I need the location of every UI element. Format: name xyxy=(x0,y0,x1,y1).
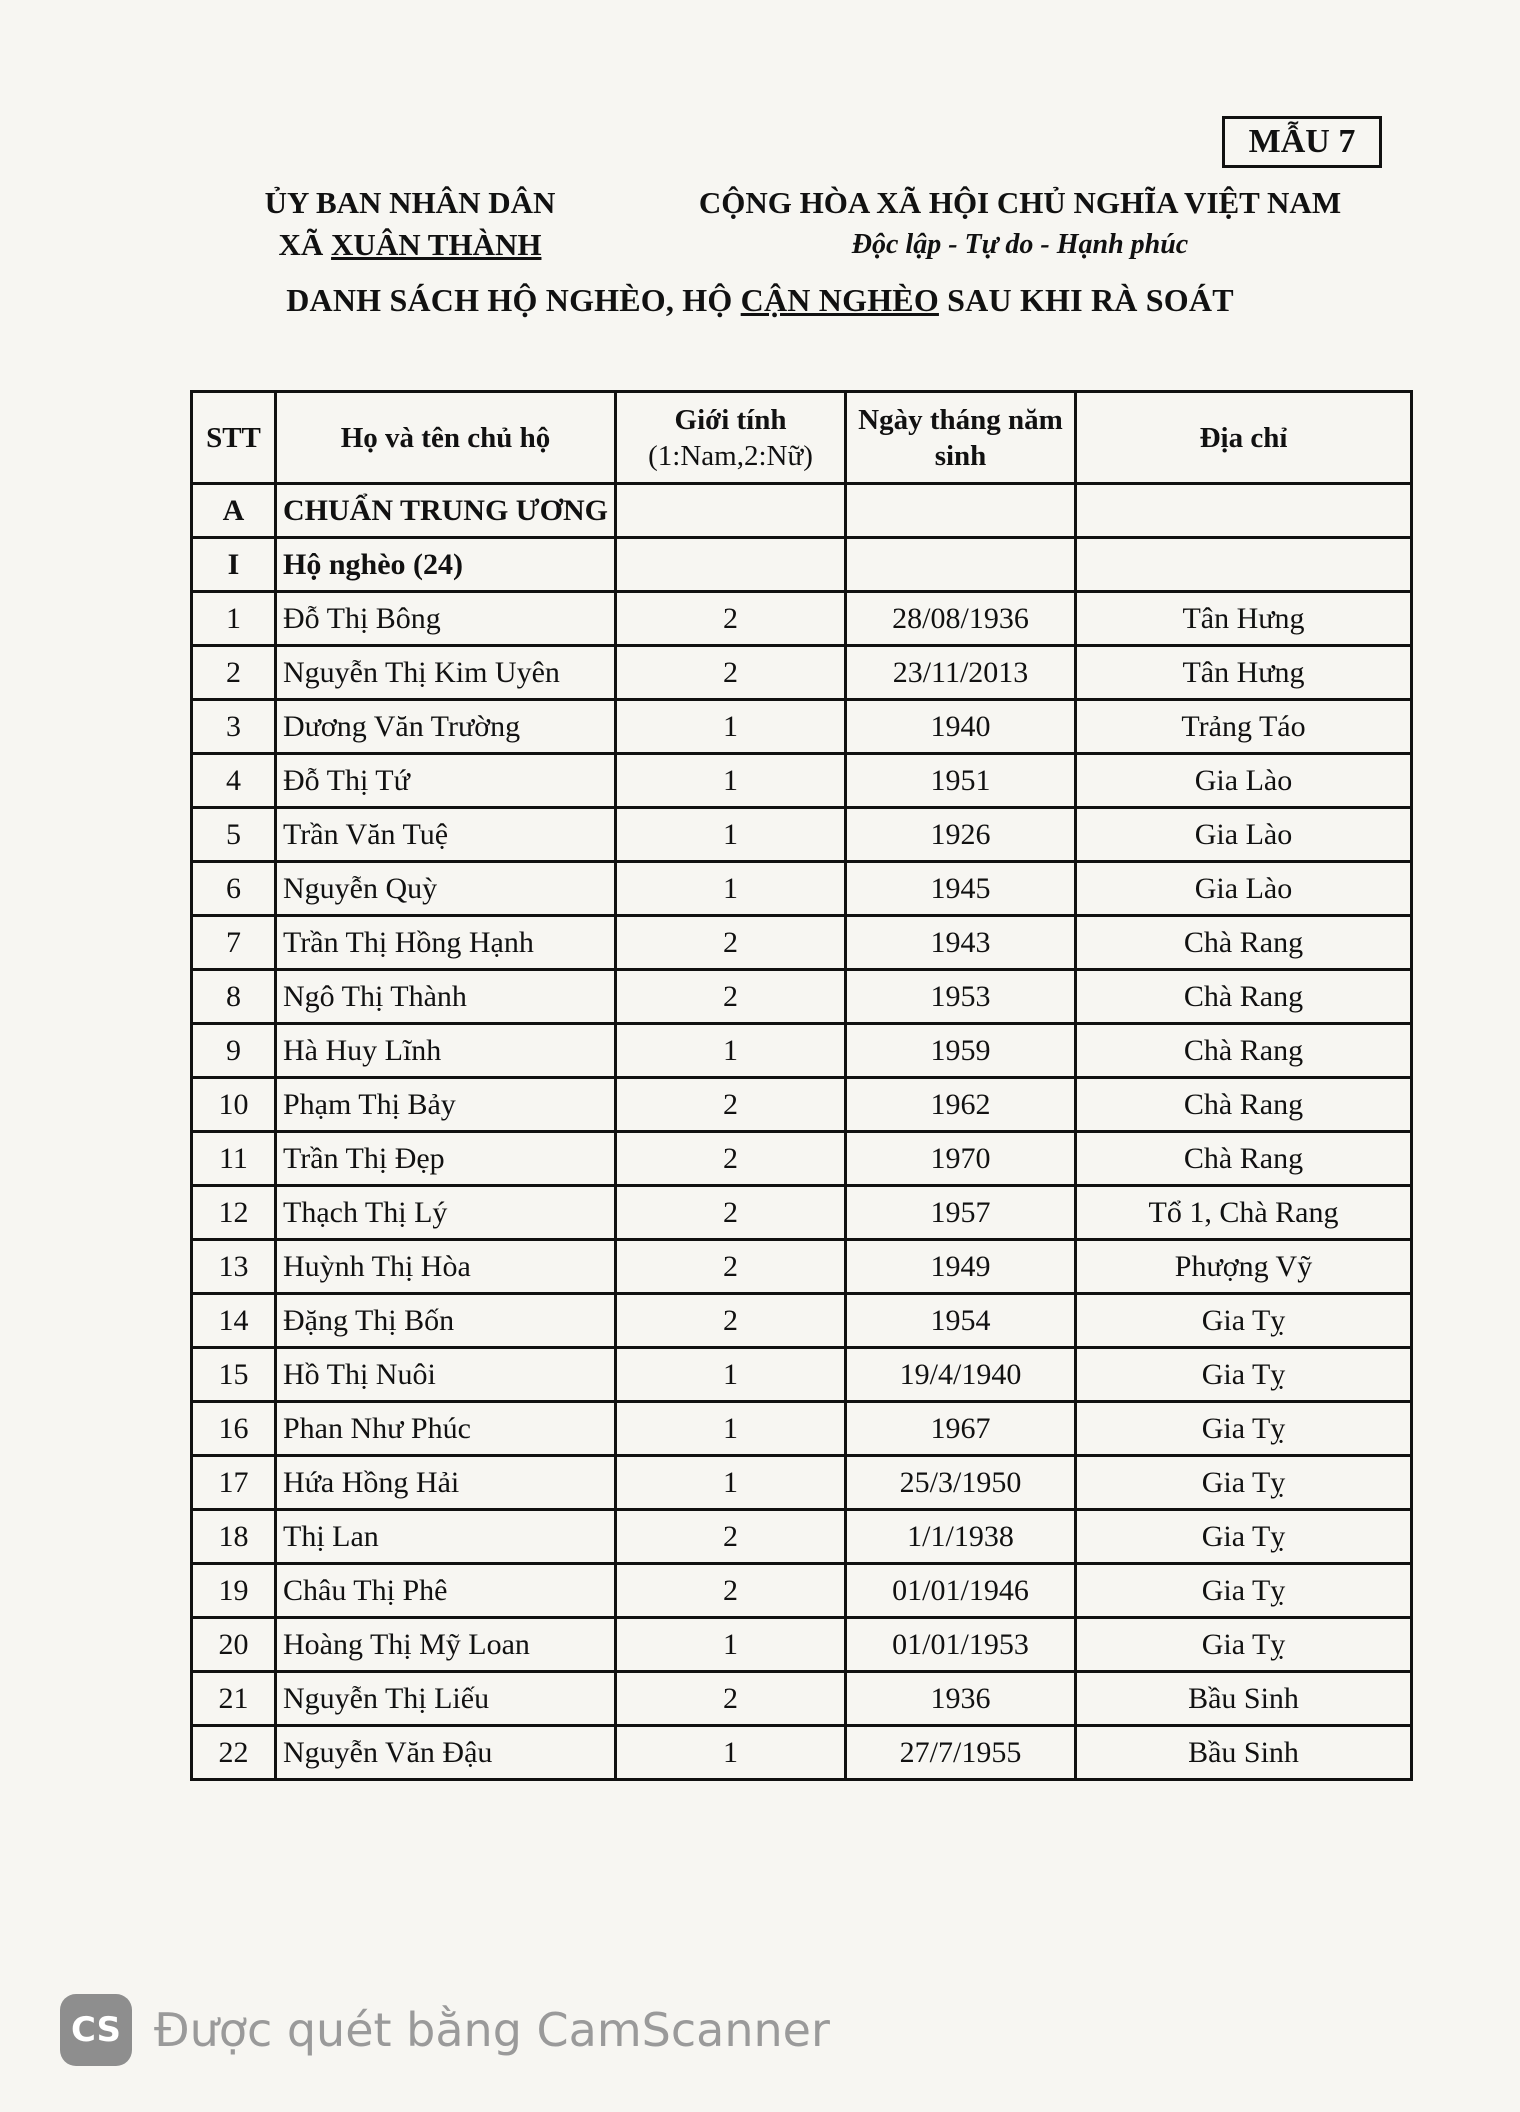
row-stt: 2 xyxy=(192,646,276,700)
row-dob: 1959 xyxy=(846,1024,1076,1078)
header-stt: STT xyxy=(192,392,276,484)
table-row xyxy=(192,1510,1412,1564)
row-address: Gia Tỵ xyxy=(1076,1402,1412,1456)
row-stt: 22 xyxy=(192,1726,276,1780)
row-address: Trảng Táo xyxy=(1076,700,1412,754)
row-dob: 1949 xyxy=(846,1240,1076,1294)
row-sex: 1 xyxy=(616,754,846,808)
row-address: Gia Lào xyxy=(1076,808,1412,862)
row-stt: 4 xyxy=(192,754,276,808)
issuing-authority xyxy=(230,182,590,266)
row-address: Bầu Sinh xyxy=(1076,1672,1412,1726)
form-code-box: MẪU 7 xyxy=(1222,116,1382,168)
row-dob: 23/11/2013 xyxy=(846,646,1076,700)
row-stt: 16 xyxy=(192,1402,276,1456)
scanner-watermark xyxy=(60,1990,830,2070)
row-sex: 1 xyxy=(616,1618,846,1672)
title-underlined: CẬN NGHÈO xyxy=(740,282,939,318)
row-address: Bầu Sinh xyxy=(1076,1726,1412,1780)
row-name: Thị Lan xyxy=(276,1510,616,1564)
table-row xyxy=(192,970,1412,1024)
row-address: Gia Tỵ xyxy=(1076,1348,1412,1402)
row-stt: 8 xyxy=(192,970,276,1024)
row-name: Phạm Thị Bảy xyxy=(276,1078,616,1132)
row-name: Ngô Thị Thành xyxy=(276,970,616,1024)
row-name: Trần Thị Hồng Hạnh xyxy=(276,916,616,970)
table-row xyxy=(192,592,1412,646)
row-name: Hà Huy Lĩnh xyxy=(276,1024,616,1078)
row-sex: 2 xyxy=(616,592,846,646)
row-name: Hứa Hồng Hải xyxy=(276,1456,616,1510)
row-dob: 1954 xyxy=(846,1294,1076,1348)
row-dob: 1970 xyxy=(846,1132,1076,1186)
row-dob: 27/7/1955 xyxy=(846,1726,1076,1780)
row-stt: 20 xyxy=(192,1618,276,1672)
row-name: Nguyễn Văn Đậu xyxy=(276,1726,616,1780)
table-row xyxy=(192,1132,1412,1186)
row-dob: 1940 xyxy=(846,700,1076,754)
row-stt: 12 xyxy=(192,1186,276,1240)
row-dob: 1/1/1938 xyxy=(846,1510,1076,1564)
row-dob: 1945 xyxy=(846,862,1076,916)
table-body xyxy=(192,484,1412,1780)
table-row xyxy=(192,1186,1412,1240)
row-name: Đỗ Thị Bông xyxy=(276,592,616,646)
title-prefix: DANH SÁCH HỘ NGHÈO, HỘ xyxy=(286,282,741,318)
row-sex: 2 xyxy=(616,1186,846,1240)
table-row xyxy=(192,1726,1412,1780)
row-stt: 21 xyxy=(192,1672,276,1726)
row-name: Đặng Thị Bốn xyxy=(276,1294,616,1348)
document-title xyxy=(200,282,1320,319)
row-name: Hồ Thị Nuôi xyxy=(276,1348,616,1402)
row-address: Gia Lào xyxy=(1076,754,1412,808)
row-name: Thạch Thị Lý xyxy=(276,1186,616,1240)
section-empty-cell xyxy=(616,484,846,538)
table-row xyxy=(192,1402,1412,1456)
row-sex: 1 xyxy=(616,808,846,862)
table-row xyxy=(192,1618,1412,1672)
header-address: Địa chỉ xyxy=(1076,392,1412,484)
row-dob: 1936 xyxy=(846,1672,1076,1726)
table-row xyxy=(192,1294,1412,1348)
section-row xyxy=(192,538,1412,592)
table-row xyxy=(192,1240,1412,1294)
row-dob: 1926 xyxy=(846,808,1076,862)
camscanner-logo-icon: CS xyxy=(60,1994,132,2066)
row-dob: 1951 xyxy=(846,754,1076,808)
row-name: Trần Văn Tuệ xyxy=(276,808,616,862)
row-stt: 11 xyxy=(192,1132,276,1186)
row-stt: 14 xyxy=(192,1294,276,1348)
row-sex: 2 xyxy=(616,1564,846,1618)
row-sex: 1 xyxy=(616,1348,846,1402)
row-sex: 2 xyxy=(616,1510,846,1564)
table-row xyxy=(192,1672,1412,1726)
section-empty-cell xyxy=(616,538,846,592)
section-empty-cell xyxy=(1076,484,1412,538)
table-row xyxy=(192,1024,1412,1078)
row-name: Dương Văn Trường xyxy=(276,700,616,754)
row-name: Nguyễn Thị Kim Uyên xyxy=(276,646,616,700)
row-stt: 3 xyxy=(192,700,276,754)
header-name: Họ và tên chủ hộ xyxy=(276,392,616,484)
row-stt: 5 xyxy=(192,808,276,862)
header-dob-line2: sinh xyxy=(934,439,987,472)
authority-line-2-prefix: XÃ xyxy=(278,227,332,262)
row-dob: 1962 xyxy=(846,1078,1076,1132)
table-row xyxy=(192,646,1412,700)
table-row xyxy=(192,754,1412,808)
row-sex: 1 xyxy=(616,1726,846,1780)
section-empty-cell xyxy=(1076,538,1412,592)
row-dob: 01/01/1946 xyxy=(846,1564,1076,1618)
household-table xyxy=(190,390,1413,1781)
header-dob-line1: Ngày tháng năm xyxy=(858,403,1063,436)
row-sex: 2 xyxy=(616,916,846,970)
row-name: Hoàng Thị Mỹ Loan xyxy=(276,1618,616,1672)
table-row xyxy=(192,916,1412,970)
row-address: Tân Hưng xyxy=(1076,646,1412,700)
row-address: Gia Tỵ xyxy=(1076,1456,1412,1510)
row-dob: 1967 xyxy=(846,1402,1076,1456)
table-row xyxy=(192,1348,1412,1402)
row-address: Chà Rang xyxy=(1076,1078,1412,1132)
nation-name: CỘNG HÒA XÃ HỘI CHỦ NGHĨA VIỆT NAM xyxy=(698,185,1342,220)
row-sex: 2 xyxy=(616,646,846,700)
national-motto: Độc lập - Tự do - Hạnh phúc xyxy=(851,229,1189,260)
table-row xyxy=(192,1078,1412,1132)
row-sex: 2 xyxy=(616,1672,846,1726)
section-label: CHUẨN TRUNG ƯƠNG xyxy=(276,484,616,538)
authority-line-2-commune: XUÂN THÀNH xyxy=(331,227,542,262)
row-address: Tân Hưng xyxy=(1076,592,1412,646)
section-stt: I xyxy=(192,538,276,592)
national-heading xyxy=(680,182,1360,266)
row-name: Trần Thị Đẹp xyxy=(276,1132,616,1186)
row-sex: 2 xyxy=(616,1078,846,1132)
header-sex xyxy=(616,392,846,484)
row-stt: 17 xyxy=(192,1456,276,1510)
authority-line-1: ỦY BAN NHÂN DÂN xyxy=(264,185,556,220)
row-stt: 6 xyxy=(192,862,276,916)
title-suffix: SAU KHI RÀ SOÁT xyxy=(938,282,1234,318)
row-stt: 10 xyxy=(192,1078,276,1132)
row-dob: 1953 xyxy=(846,970,1076,1024)
row-dob: 19/4/1940 xyxy=(846,1348,1076,1402)
header-sex-line1: Giới tính xyxy=(674,403,787,436)
section-empty-cell xyxy=(846,538,1076,592)
row-stt: 13 xyxy=(192,1240,276,1294)
row-name: Châu Thị Phê xyxy=(276,1564,616,1618)
table-row xyxy=(192,700,1412,754)
row-address: Chà Rang xyxy=(1076,1024,1412,1078)
row-address: Gia Tỵ xyxy=(1076,1564,1412,1618)
row-name: Huỳnh Thị Hòa xyxy=(276,1240,616,1294)
row-name: Đỗ Thị Tứ xyxy=(276,754,616,808)
row-address: Gia Tỵ xyxy=(1076,1510,1412,1564)
row-address: Gia Tỵ xyxy=(1076,1294,1412,1348)
row-name: Nguyễn Thị Liếu xyxy=(276,1672,616,1726)
row-sex: 2 xyxy=(616,1294,846,1348)
section-empty-cell xyxy=(846,484,1076,538)
section-stt: A xyxy=(192,484,276,538)
row-dob: 01/01/1953 xyxy=(846,1618,1076,1672)
row-dob: 25/3/1950 xyxy=(846,1456,1076,1510)
table-row xyxy=(192,1456,1412,1510)
row-address: Chà Rang xyxy=(1076,916,1412,970)
row-dob: 1943 xyxy=(846,916,1076,970)
row-address: Gia Tỵ xyxy=(1076,1618,1412,1672)
row-name: Phan Như Phúc xyxy=(276,1402,616,1456)
row-sex: 2 xyxy=(616,1240,846,1294)
row-stt: 18 xyxy=(192,1510,276,1564)
row-sex: 1 xyxy=(616,1024,846,1078)
table-row xyxy=(192,808,1412,862)
row-address: Gia Lào xyxy=(1076,862,1412,916)
table-row xyxy=(192,862,1412,916)
row-address: Tổ 1, Chà Rang xyxy=(1076,1186,1412,1240)
row-sex: 1 xyxy=(616,1402,846,1456)
row-dob: 28/08/1936 xyxy=(846,592,1076,646)
row-sex: 2 xyxy=(616,1132,846,1186)
row-name: Nguyễn Quỳ xyxy=(276,862,616,916)
header-sex-line2: (1:Nam,2:Nữ) xyxy=(648,439,813,472)
authority-line-2 xyxy=(230,224,590,266)
row-address: Chà Rang xyxy=(1076,970,1412,1024)
row-sex: 1 xyxy=(616,862,846,916)
table-header-row xyxy=(192,392,1412,484)
row-stt: 19 xyxy=(192,1564,276,1618)
row-address: Chà Rang xyxy=(1076,1132,1412,1186)
row-sex: 1 xyxy=(616,700,846,754)
section-row xyxy=(192,484,1412,538)
row-stt: 9 xyxy=(192,1024,276,1078)
row-stt: 7 xyxy=(192,916,276,970)
row-address: Phượng Vỹ xyxy=(1076,1240,1412,1294)
row-dob: 1957 xyxy=(846,1186,1076,1240)
row-stt: 15 xyxy=(192,1348,276,1402)
header-dob xyxy=(846,392,1076,484)
watermark-text: Được quét bằng CamScanner xyxy=(154,2003,830,2057)
row-stt: 1 xyxy=(192,592,276,646)
row-sex: 1 xyxy=(616,1456,846,1510)
row-sex: 2 xyxy=(616,970,846,1024)
table-row xyxy=(192,1564,1412,1618)
section-label: Hộ nghèo (24) xyxy=(276,538,616,592)
